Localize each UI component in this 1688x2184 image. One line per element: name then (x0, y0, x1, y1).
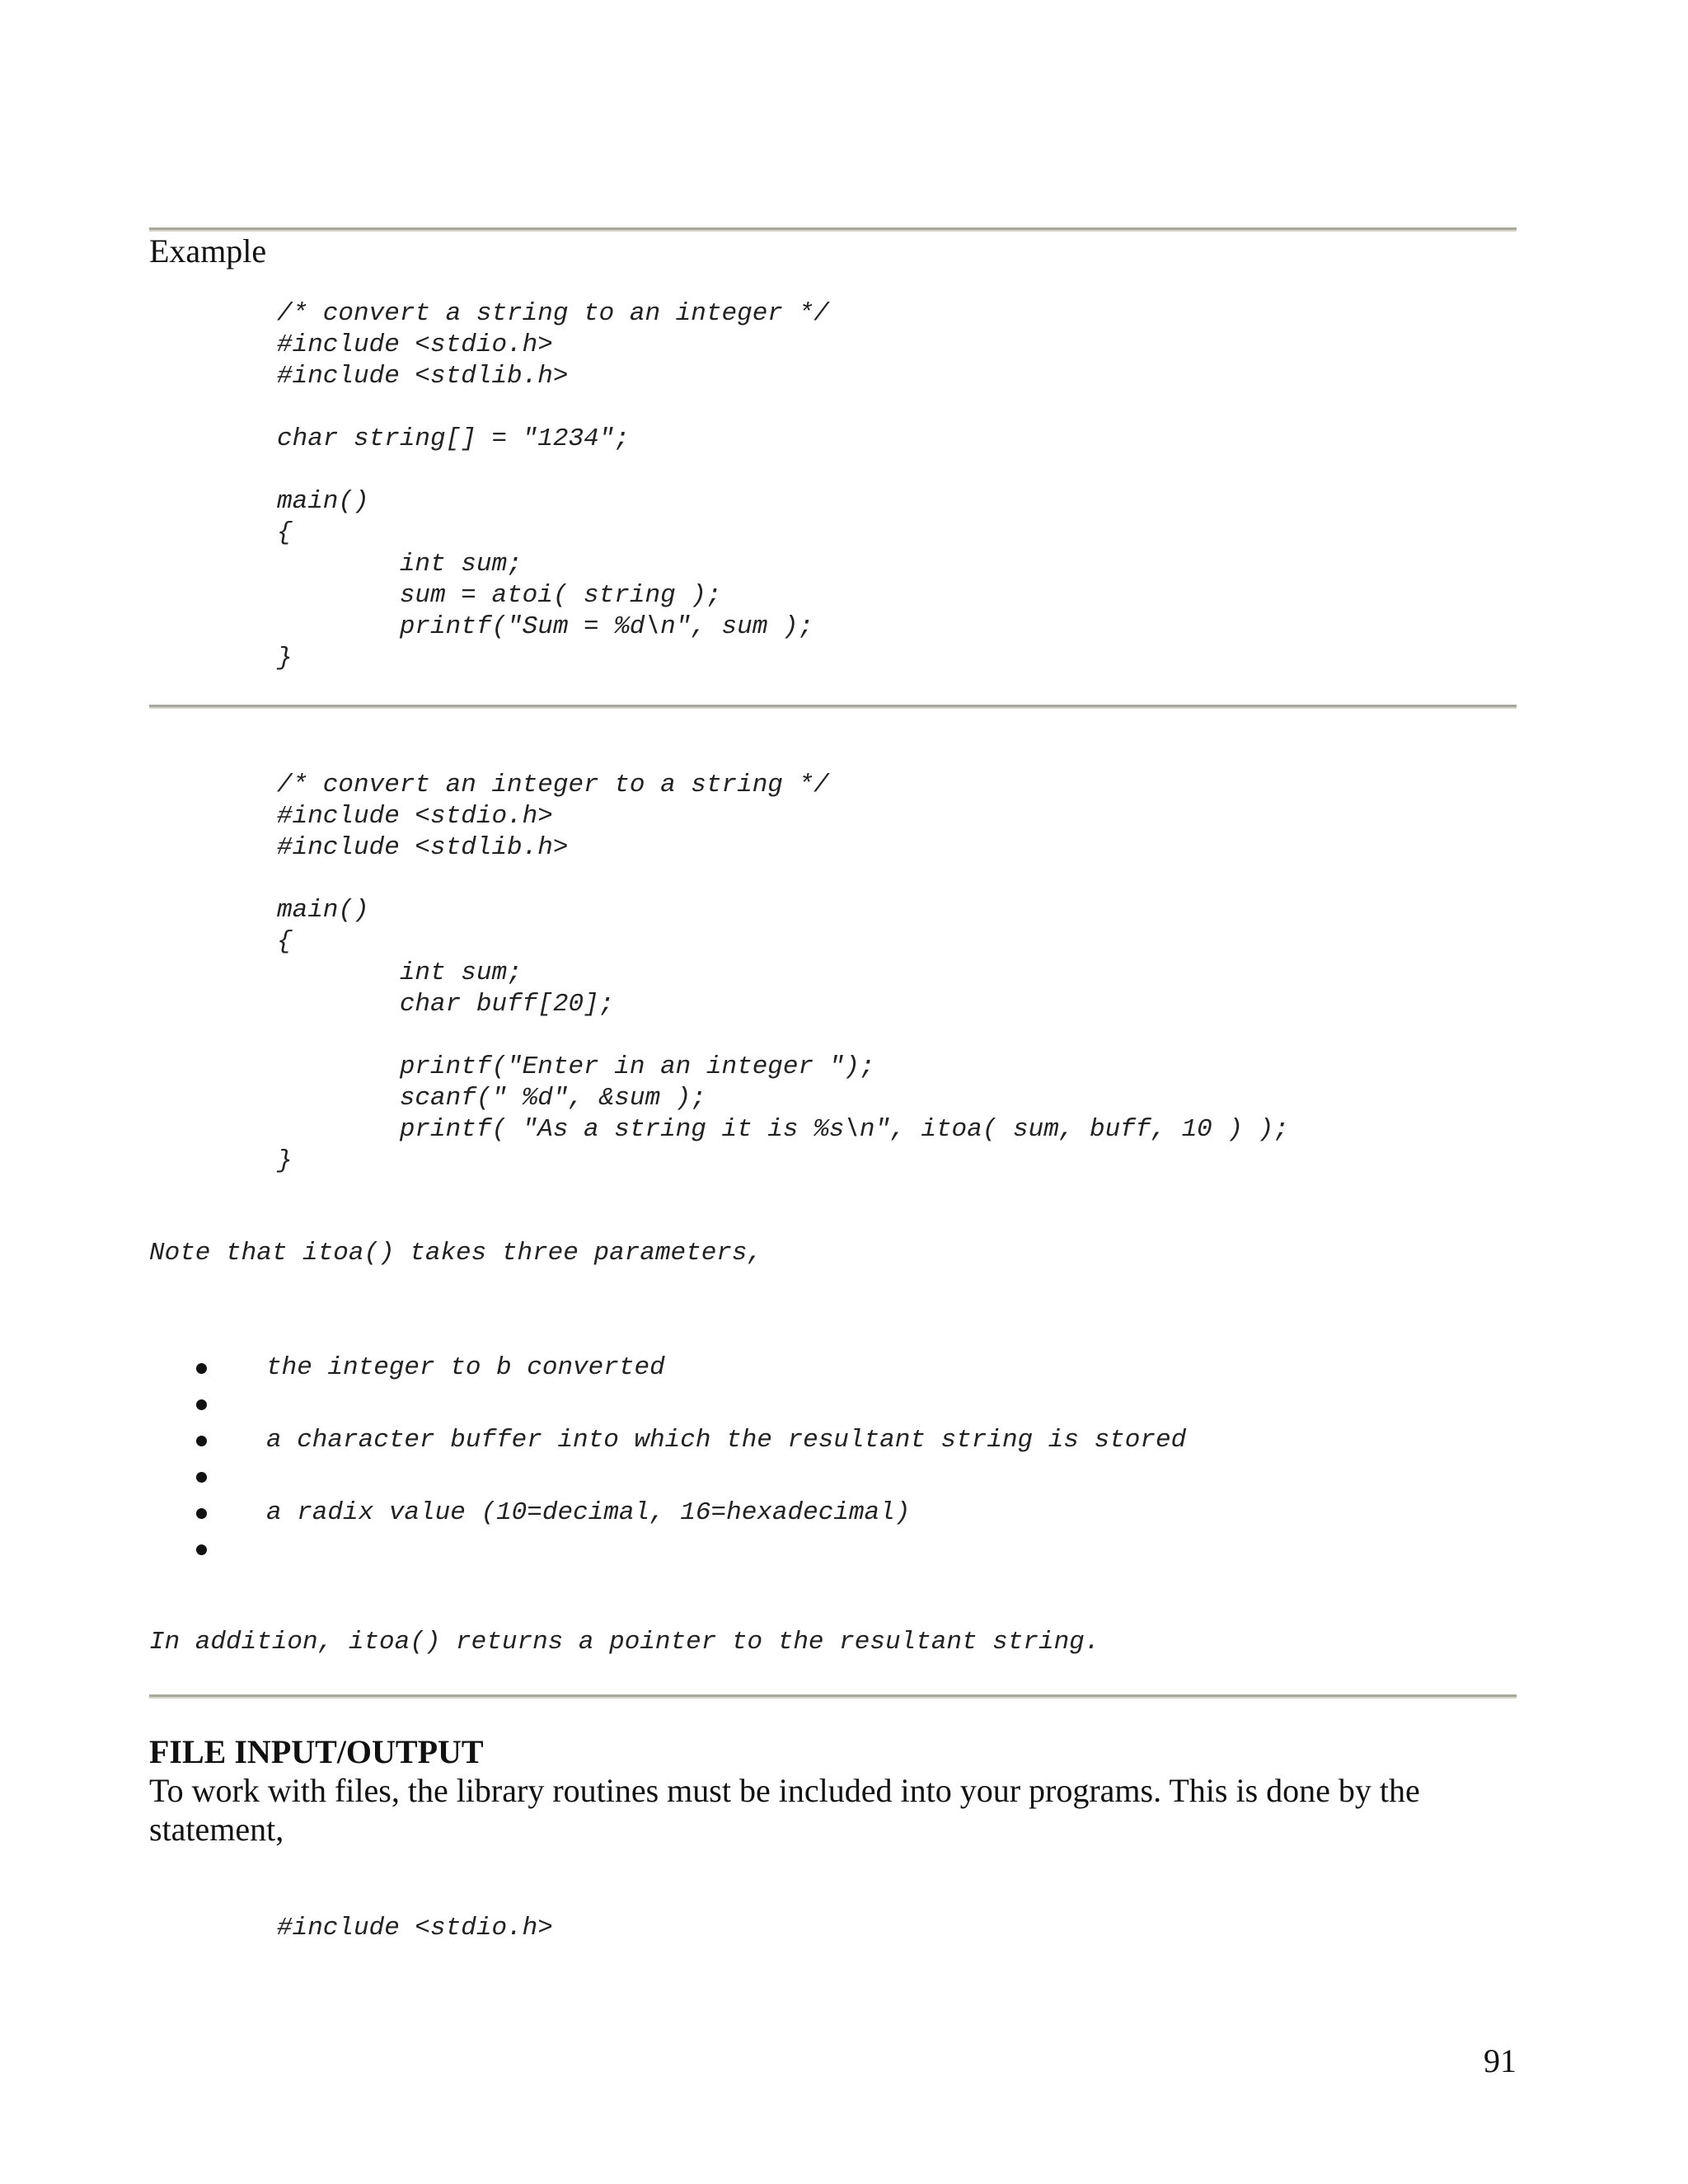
middle-divider (149, 705, 1517, 709)
bullet-icon (196, 1436, 207, 1446)
code-line: { (277, 927, 293, 956)
bullet-icon (196, 1544, 207, 1555)
code-line: /* convert an integer to a string */ (277, 771, 829, 799)
code-line: } (277, 1146, 293, 1175)
list-item-text: the integer to b converted (266, 1353, 665, 1382)
code-line: printf("Enter in an integer "); (277, 1052, 875, 1081)
itoa-parameters-note: Note that itoa() takes three parameters, (149, 1239, 763, 1268)
list-item (149, 1531, 1468, 1568)
top-divider (149, 227, 1517, 232)
code-line (277, 864, 1289, 895)
list-item-text: a character buffer into which the resultant string is stored (266, 1426, 1187, 1455)
code-block-atoi (277, 298, 829, 674)
example-label: Example (149, 232, 267, 269)
bullet-icon (196, 1399, 207, 1410)
code-line: } (277, 644, 293, 673)
code-line: printf( "As a string it is %s\n", itoa( sum, buff, 10 ) ); (277, 1115, 1289, 1144)
code-line: char string[] = "1234"; (277, 424, 630, 453)
code-block-itoa (277, 770, 1289, 1177)
code-line: sum = atoi( string ); (277, 581, 722, 610)
code-line: main() (277, 487, 369, 516)
section-paragraph-line-2: statement, (149, 1811, 284, 1848)
bullet-icon (196, 1508, 207, 1519)
code-line: char buff[20]; (277, 990, 615, 1019)
code-line (277, 455, 829, 486)
list-item (149, 1495, 1468, 1531)
list-item (149, 1422, 1468, 1459)
parameter-list (149, 1350, 1468, 1568)
code-line: int sum; (277, 958, 523, 987)
section-heading: FILE INPUT/OUTPUT (149, 1733, 484, 1770)
code-line: #include <stdlib.h> (277, 833, 569, 862)
list-item-text: a radix value (10=decimal, 16=hexadecimal) (266, 1498, 911, 1527)
itoa-return-note: In addition, itoa() returns a pointer to the resultant string. (149, 1628, 1100, 1657)
code-line: #include <stdlib.h> (277, 362, 569, 391)
code-line: /* convert a string to an integer */ (277, 299, 829, 328)
code-line: main() (277, 896, 369, 925)
list-item (149, 1386, 1468, 1422)
bullet-icon (196, 1363, 207, 1374)
code-line: scanf(" %d", &sum ); (277, 1084, 706, 1113)
list-item (149, 1459, 1468, 1495)
code-line: printf("Sum = %d\n", sum ); (277, 612, 814, 641)
code-line: #include <stdio.h> (277, 802, 553, 831)
list-item (149, 1350, 1468, 1386)
code-line: #include <stdio.h> (277, 1914, 553, 1943)
code-line (277, 392, 829, 424)
code-line: int sum; (277, 550, 523, 579)
code-line: { (277, 518, 293, 547)
section-paragraph-line-1: To work with files, the library routines must be included into your programs. This is done by the (149, 1772, 1420, 1809)
page-number: 91 (1484, 2042, 1517, 2079)
bullet-icon (196, 1472, 207, 1483)
include-statement (277, 1913, 553, 1944)
code-line: #include <stdio.h> (277, 330, 553, 359)
bottom-divider (149, 1694, 1517, 1699)
code-line (277, 1020, 1289, 1052)
